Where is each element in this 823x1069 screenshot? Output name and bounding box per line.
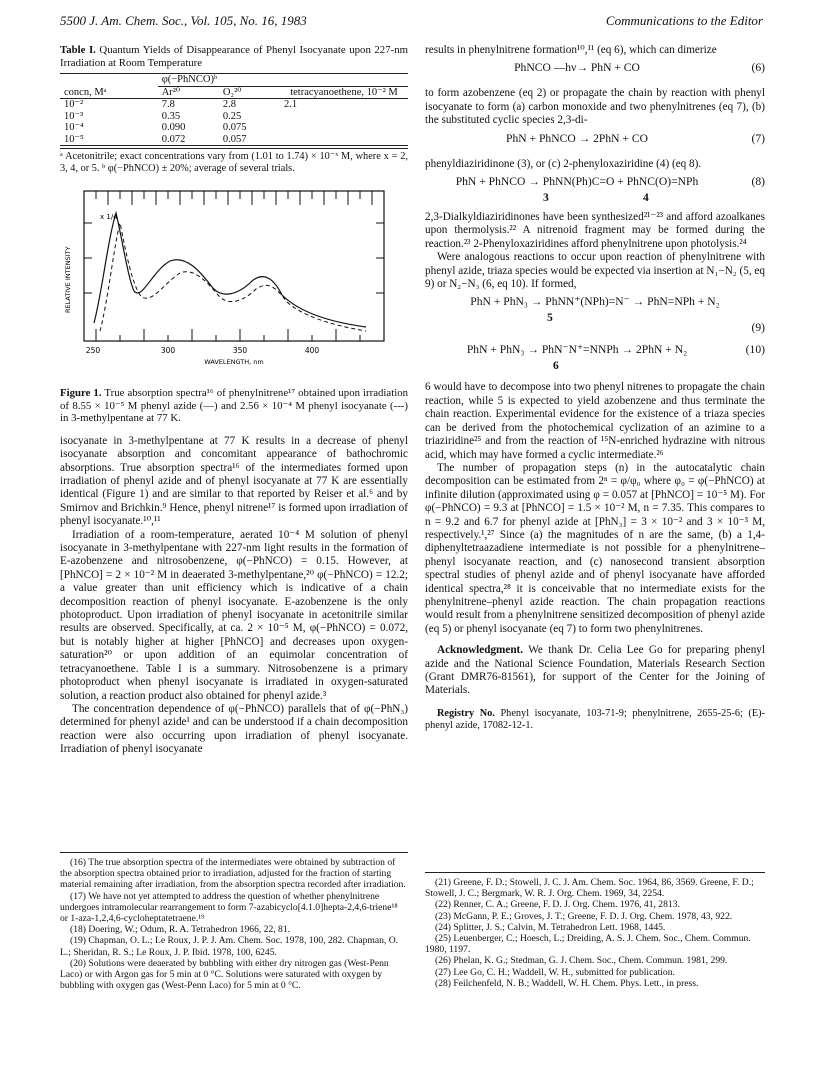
table-caption: Table I. Quantum Yields of Disappearance of Phenyl Isocyanate upon 227-nm Irradiation at Room Temperature	[60, 44, 408, 69]
table-row: 10⁻⁴ 0.090 0.075	[64, 122, 247, 133]
compound-label-3: 3	[543, 191, 549, 205]
footnotes-right	[425, 872, 765, 989]
x-tick-label: 350	[232, 346, 248, 355]
table-col-header: concn, Mᵃ	[64, 86, 107, 98]
bottom-ticks	[96, 329, 360, 341]
reference-item: (21) Greene, F. D.; Stowell, J. C. J. Am. Chem. Soc. 1964, 86, 3569. Greene, F. D.; Stowell, J. C.; Bergmark, W. R. J. Org. Chem. 1969, 34, 2254.	[425, 877, 754, 900]
phenyl-azide-spectrum-line	[94, 213, 366, 327]
reference-item: (25) Leuenberger, C.; Hoesch, L.; Dreiding, A. S. J. Chem. Soc., Chem. Commun. 1980, 1197.	[425, 933, 751, 956]
equation-8: PhN + PhNCO → PhNN(Ph)C=O + PhNC(O)=NPh (8) 3 4	[455, 175, 765, 205]
top-ticks	[84, 191, 372, 205]
reference-item: (17) We have not yet attempted to address the question of whether phenylnitrene undergoes intramolecular rearrangement to form 7-azabicyclo[4.1.0]hepta-2,4,6-triene¹⁸ or 1-aza-1,2,4,6-cycloheptatetraene.¹⁹	[60, 890, 398, 925]
table-group-header: φ(−PhNCO)ᵇ	[158, 74, 408, 87]
absorption-spectrum-plot	[60, 183, 408, 383]
body-paragraph: phenyldiaziridinone (3), or (c) 2-phenyloxaziridine (4) (eq 8).	[425, 157, 702, 170]
table-col-header: O₂²⁰	[222, 86, 242, 98]
compound-label-6: 6	[553, 359, 559, 373]
reference-item: (16) The true absorption spectra of the intermediates were obtained by subtraction of the absorption spectra obtained prior to irradiation, adjusted for the fraction of starting material remaining after irradiation, from the absorption spectra recorded after irradiation.	[60, 857, 406, 891]
quantum-yield-table	[60, 73, 408, 146]
reference-item: (23) McGann, P. E.; Groves, J. T.; Greene, F. D. J. Org. Chem. 1978, 43, 922.	[435, 910, 733, 922]
header-section: Communications to the Editor	[605, 13, 763, 28]
side-ticks	[84, 223, 384, 293]
equation-10: PhN + PhN₃ → PhN⁻N⁺=NNPh → 2PhN + N₂ (10) 6	[466, 343, 765, 373]
reference-item: (19) Chapman, O. L.; Le Roux, J. P. J. Am. Chem. Soc. 1978, 100, 282. Chapman, O. L.; Sheridan, R. S.; Le Roux, J. P. Ibid. 1978, 100, 6245.	[60, 935, 399, 958]
body-paragraph: to form azobenzene (eq 2) or propagate the chain by reaction with phenyl isocyanate to form (a) carbon monoxide and two phenylnitrenes (eq 7), (b) the substituted cyclic species 2,3-di-	[425, 87, 765, 127]
reference-item: (18) Doering, W.; Odum, R. A. Tetrahedron 1966, 22, 81.	[70, 924, 291, 936]
running-header	[60, 13, 763, 31]
inset-scale-label: x 1/4	[100, 213, 118, 221]
table-row: 10⁻³ 0.35 0.25	[64, 110, 242, 122]
table-col-header: Ar²⁰	[161, 86, 181, 98]
footnotes-left	[60, 852, 408, 991]
body-paragraph: 6 would have to decompose into two phenyl nitrenes to propagate the chain reaction, while 5 is expected to yield azobenzene and thus terminate the chain reaction. Experimental evidence for the existence of a triaza species can be derived from the photochemical cyclization of an azimine to a triaziridine²⁵ and from the reaction of ¹⁵N-enriched hydrazine with nitrous acid, which may have formed a cyclic intermediate.²⁶	[425, 381, 765, 461]
reference-item: (20) Solutions were deaerated by bubbling with either dry nitrogen gas (West-Penn Laco) or with Argon gas for 5 min at 0 °C. Solutions were saturated with oxygen by bubbling with oxygen gas (West-Penn Laco) for 5 min at 0 °C.	[60, 957, 389, 992]
right-column	[425, 44, 765, 732]
figure-1	[60, 183, 408, 383]
x-tick-label: 300	[160, 346, 176, 355]
body-paragraph: 2,3-Dialkyldiaziridinones have been synthesized²¹⁻²³ and afford azoalkanes upon thermolysis.²² A nitrenoid fragment may be formed during the reaction.²³ 2-Phenyloxaziridines afford phenylnitrene upon photolysis.²⁴	[425, 211, 765, 250]
registry-numbers: Registry No. Phenyl isocyanate, 103-71-9; phenylnitrene, 2655-25-6; (E)-phenyl azide, 17082-12-1.	[425, 707, 765, 731]
equation-6: PhNCO —hν→ PhN + CO (6)	[514, 61, 765, 75]
reference-item: (22) Renner, C. A.; Greene, F. D. J. Org. Chem. 1976, 41, 2813.	[435, 899, 680, 911]
body-paragraph: Were analogous reactions to occur upon reaction of phenylnitrene with phenyl azide, triaza species would be expected via insertion at N₁−N₂ (5, eq 9) or N₂−N₃ (6, eq 10). If formed,	[425, 251, 765, 291]
table-row: 10⁻⁵ 0.072 0.057	[60, 134, 408, 146]
table-footnote: ᵃ Acetonitrile; exact concentrations vary from (1.01 to 1.74) × 10⁻ˣ M, where x = 2, 3, 4, or 5. ᵇ φ(−PhNCO) ± 20%; average of several trials.	[60, 148, 408, 175]
acknowledgment: Acknowledgment. We thank Dr. Celia Lee Go for preparing phenyl azide and the National Science Foundation, Materials Research Section (Grant DMR76-81561), for support of the Center for the Joining of Materials.	[425, 644, 765, 697]
reference-item: (24) Splitter, J. S.; Calvin, M. Tetrahedron Lett. 1968, 1445.	[435, 921, 666, 933]
table-row: 10⁻² 7.8 2.8 2.1	[64, 99, 298, 110]
compound-label-5: 5	[547, 311, 553, 325]
left-column	[60, 44, 408, 757]
figure-caption: Figure 1. True absorption spectra¹⁶ of phenylnitrene¹⁷ obtained upon irradiation of 8.55 × 10⁻⁵ M phenyl azide (—) and 2.56 × 10⁻⁴ M phenyl isocyanate (---) in 3-methylpentane at 77 K.	[60, 387, 409, 425]
body-paragraph: isocyanate in 3-methylpentane at 77 K results in a decrease of phenyl isocyanate absorption and concomitant appearance of bathochromic absorptions. True absorption spectra¹⁶ of the intermediates formed upon irradiation of phenyl azide and of phenyl isocyanate at 77 K are essentially identical (Figure 1) and are similar to that reported by Reiser et al.⁶ and by Smirnov and Brichkin.⁹ Hence, phenyl nitrene¹⁷ is formed upon irradiation of phenyl isocyanate.¹⁰,¹¹	[60, 434, 408, 528]
header-journal: 5500 J. Am. Chem. Soc., Vol. 105, No. 16, 1983	[60, 13, 307, 28]
x-axis-label: WAVELENGTH, nm	[204, 358, 264, 366]
reference-item: (26) Phelan, K. G.; Stedman, G. J. Chem. Soc., Chem. Commun. 1981, 299.	[435, 955, 728, 967]
y-axis-label: RELATIVE INTENSITY	[64, 246, 72, 313]
body-paragraph: Irradiation of a room-temperature, aerated 10⁻⁴ M solution of phenyl isocyanate in 3-methylpentane with 227-nm light results in the formation of E-azobenzene and nitrosobenzene, φ(−PhNCO) = 0.15. However, at [PhNCO] = 2 × 10⁻² M in deaerated 3-methylpentane,²⁰ φ(−PhNCO) = 12.2; a value greater than unit efficiency which is indicative of a chain decomposition reaction of phenyl isocyanate. E-azobenzene is the only photoproduct. Upon irradiation of phenyl isocyanate in acetonitrile similar results are observed. Specifically, at ca. 2 × 10⁻⁵ M, φ(−PhNCO) = 0.072, but is notably higher at higher [PhNCO] and decreases upon oxygen-saturation²⁰ or upon addition of an equimolar concentration of tetracyanoethene. Table I is a summary. Nitrosobenzene is a primary photoproduct when phenyl isocyanate is irradiated in oxygen-saturated solution, a reaction product also obtained for phenyl azide.³	[60, 528, 408, 702]
body-paragraph: results in phenylnitrene formation¹⁰,¹¹ (eq 6), which can dimerize	[425, 44, 717, 56]
table-col-header: tetracyanoethene, 10⁻² M	[290, 86, 398, 98]
equation-7: PhN + PhNCO → 2PhN + CO (7)	[506, 131, 765, 145]
x-tick-label: 250	[85, 346, 101, 355]
reference-item: (27) Lee Go, C. H.; Waddell, W. H., submitted for publication.	[435, 966, 675, 978]
body-paragraph: The number of propagation steps (n) in the autocatalytic chain decomposition can be estimated from 2ⁿ = φ/φ₀ where φ₀ = φ(−PhNCO) at infinite dilution (approximated using φ = 0.057 at [PhNCO] = 10⁻⁵ M). For φ(−PhNCO) = 9.3 at [PhNCO] = 1.5 × 10⁻² M, n = 7.35. This compares to n = 9.2 and 6.7 for phenyl azide at [PhN₃] = 3 × 10⁻² and 3 × 10⁻³ M, respectively.¹,²⁷ Since (a) the magnitudes of n are the same, (b) a 1,4-diphenyltetraazadiene intermediate is not possible for a phenylnitrene–phenyl isocyanate reaction, and (c) nanosecond transient absorption spectral studies of phenyl azide and of phenyl isocyanate have afforded identical spectra,²⁸ it is conceivable that no intermediate exists for the phenylnitrene–phenyl azide reaction. The chain propagation reactions would result from a phenylnitrene sensitized decomposition of phenyl azide (eq 5) or phenyl isocyanate (eq 7) to form two phenylnitrenes.	[425, 461, 765, 635]
compound-label-4: 4	[643, 191, 649, 205]
body-paragraph: The concentration dependence of φ(−PhNCO) parallels that of φ(−PhN₃) determined for phenyl azide¹ and can be understood if a chain decomposition reaction were also occurring upon irradiation of phenyl isocyanate. Irradiation of phenyl isocyanate	[60, 702, 408, 756]
equation-9: PhN + PhN₃ → PhNN⁺(NPh)=N⁻ → PhN=NPh + N₂ 5 (9)	[470, 295, 765, 335]
reference-item: (28) Feilchenfeld, N. B.; Waddell, W. H. Chem. Phys. Lett., in press.	[435, 977, 699, 989]
x-tick-label: 400	[304, 346, 320, 355]
phenyl-isocyanate-spectrum-line	[100, 223, 366, 331]
